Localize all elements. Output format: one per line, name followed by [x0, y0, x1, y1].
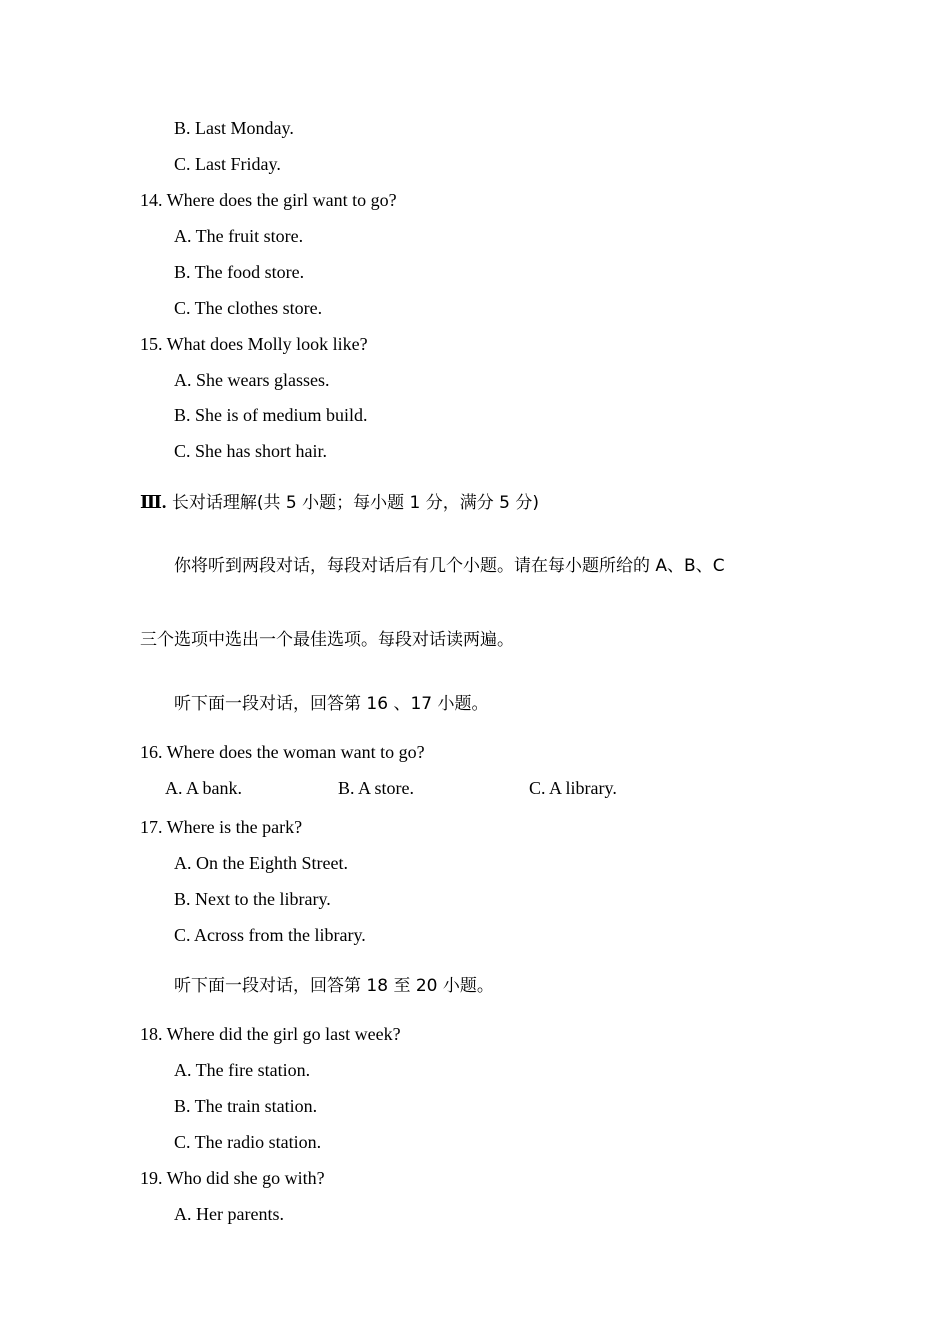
q17-option-a: A. On the Eighth Street.	[174, 853, 348, 873]
q16-option-b: B. A store.	[338, 778, 415, 798]
q15-option-b: B. She is of medium build.	[174, 405, 368, 425]
section-3-instruction-line2: 三个选项中选出一个最佳选项。每段对话读两遍。	[140, 630, 514, 650]
q16-option-c: C. A library.	[529, 778, 617, 798]
q17-option-c: C. Across from the library.	[174, 925, 366, 945]
q19-option-a: A. Her parents.	[174, 1204, 284, 1224]
q18-option-b: B. The train station.	[174, 1096, 318, 1116]
q19-question: 19. Who did she go with?	[140, 1168, 325, 1188]
section-3-numeral: Ⅲ.	[140, 492, 167, 512]
section-3-title: 长对话理解(共 5 小题；每小题 1 分，满分 5 分)	[166, 493, 539, 513]
q17-option-b: B. Next to the library.	[174, 889, 331, 909]
q14-option-b: B. The food store.	[174, 262, 305, 282]
section-3-heading	[140, 491, 539, 514]
q18-option-c: C. The radio station.	[174, 1132, 322, 1152]
q13-option-c: C. Last Friday.	[174, 154, 281, 174]
q15-question: 15. What does Molly look like?	[140, 334, 368, 354]
q14-option-c: C. The clothes store.	[174, 298, 323, 318]
section-3-instruction-line1: 你将听到两段对话，每段对话后有几个小题。请在每小题所给的 A、B、C	[174, 556, 725, 576]
q14-option-a: A. The fruit store.	[174, 226, 304, 246]
q14-question: 14. Where does the girl want to go?	[140, 190, 397, 210]
q18-option-a: A. The fire station.	[174, 1060, 311, 1080]
dialog2-intro: 听下面一段对话，回答第 18 至 20 小题。	[174, 976, 494, 996]
q15-option-c: C. She has short hair.	[174, 441, 327, 461]
q18-question: 18. Where did the girl go last week?	[140, 1024, 401, 1044]
q17-question: 17. Where is the park?	[140, 817, 303, 837]
q16-option-a: A. A bank.	[165, 778, 243, 798]
q15-option-a: A. She wears glasses.	[174, 370, 330, 390]
dialog1-intro: 听下面一段对话，回答第 16 、17 小题。	[174, 694, 489, 714]
q13-option-b: B. Last Monday.	[174, 118, 294, 138]
q16-question: 16. Where does the woman want to go?	[140, 742, 425, 762]
